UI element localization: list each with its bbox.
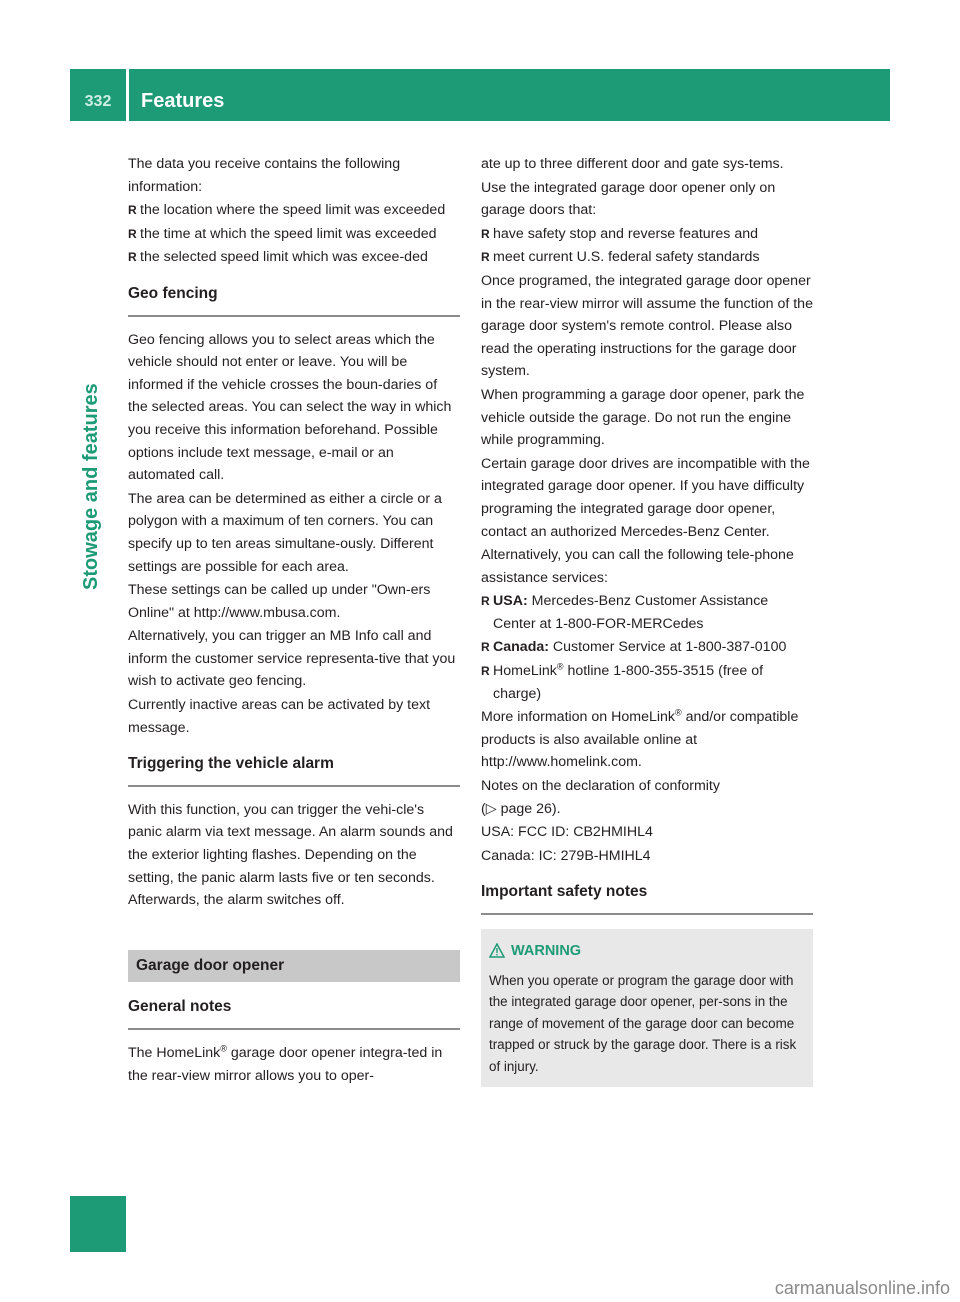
- right-column: [481, 153, 813, 1087]
- section-title: Features: [141, 90, 225, 112]
- list-item: R the time at which the speed limit was exceeded: [128, 223, 460, 246]
- paragraph: Certain garage door drives are incompatible with the integrated garage door opener. If you have difficulty programing the integrated garage door opener, contact an authorized Mercedes-Benz Center.: [481, 455, 810, 540]
- warning-text: When you operate or program the garage door with the integrated garage door opener, per-sons in the range of movement of the garage door can become trapped or struck by the garage door. There is a risk of injury.: [489, 972, 797, 1074]
- heading-general-notes: General notes: [128, 996, 460, 1030]
- paragraph: Alternatively, you can call the following tele-phone assistance services:: [481, 547, 794, 586]
- paragraph: Currently inactive areas can be activated by text message.: [128, 697, 431, 736]
- watermark: carmanualsonline.info: [774, 1278, 950, 1298]
- warning-title-row: [489, 941, 805, 966]
- paragraph: Alternatively, you can trigger an MB Info call and inform the customer service representa-tive that you wish to activate geo fencing.: [128, 628, 456, 690]
- paragraph: Canada: IC: 279B-HMIHL4: [481, 847, 651, 864]
- list-item: R the selected speed limit which was excee-ded: [128, 246, 460, 269]
- list-item: R Canada: Customer Service at 1-800-387-0100: [481, 636, 813, 659]
- warning-box: [481, 929, 813, 1087]
- page-number: 332: [84, 93, 112, 110]
- chapter-tab-block: [70, 1196, 126, 1252]
- paragraph: With this function, you can trigger the vehi-cle's panic alarm via text message. An alarm sounds and the exterior lighting flashes. Depending on the setting, the panic alarm lasts five or ten seconds. Afterwards, the alarm switches off.: [128, 801, 453, 909]
- paragraph: The HomeLink® garage door opener integra-ted in the rear-view mirror allows you to oper-: [128, 1043, 443, 1084]
- chapter-tab-label: Stowage and features: [80, 383, 102, 590]
- paragraph: USA: FCC ID: CB2HMIHL4: [481, 824, 653, 841]
- list-item: R USA: Mercedes-Benz Customer Assistance Center at 1-800-FOR-MERCedes: [481, 590, 813, 635]
- paragraph: The area can be determined as either a circle or a polygon with a maximum of ten corners. You can specify up to ten areas simultane-ously. Different settings are possible for each area.: [128, 490, 442, 575]
- intro-text: The data you receive contains the following information:: [128, 156, 401, 195]
- paragraph: ate up to three different door and gate sys-tems.: [481, 156, 784, 172]
- paragraph: When programming a garage door opener, park the vehicle outside the garage. Do not run the engine while programming.: [481, 386, 805, 449]
- paragraph: Geo fencing allows you to select areas which the vehicle should not enter or leave. You will be informed if the vehicle crosses the boun-daries of the selected areas. You can select the way in which you receive this information beforehand. Possible options include text message, e-mail or an automated call.: [128, 331, 452, 484]
- heading-garage-door-opener: Garage door opener: [128, 950, 460, 983]
- heading-safety-notes: Important safety notes: [481, 881, 813, 915]
- heading-vehicle-alarm: Triggering the vehicle alarm: [128, 753, 460, 787]
- paragraph: These settings can be called up under "Own-ers Online" at http://www.mbusa.com.: [128, 582, 431, 621]
- list-item: R have safety stop and reverse features and: [481, 223, 813, 246]
- list-item: R meet current U.S. federal safety standards: [481, 246, 813, 269]
- paragraph: Notes on the declaration of conformity (▷ page 26).: [481, 778, 720, 817]
- heading-geo-fencing: Geo fencing: [128, 283, 460, 317]
- list-item: R HomeLink® hotline 1-800-355-3515 (free of charge): [481, 660, 813, 705]
- warning-triangle-icon: [489, 943, 505, 966]
- warning-title: WARNING: [511, 943, 582, 959]
- header-divider: [126, 69, 129, 121]
- paragraph: More information on HomeLink® and/or compatible products is also available online at http://www.homelink.com.: [481, 707, 799, 771]
- paragraph: Use the integrated garage door opener only on garage doors that:: [481, 179, 776, 219]
- left-column: [128, 153, 460, 1088]
- paragraph: Once programed, the integrated garage door opener in the rear-view mirror will assume the function of the garage door system's remote control. Please also read the operating instructions for the garage door system.: [481, 272, 813, 380]
- page-reference: (▷ page 26).: [481, 800, 561, 817]
- list-item: R the location where the speed limit was exceeded: [128, 199, 460, 222]
